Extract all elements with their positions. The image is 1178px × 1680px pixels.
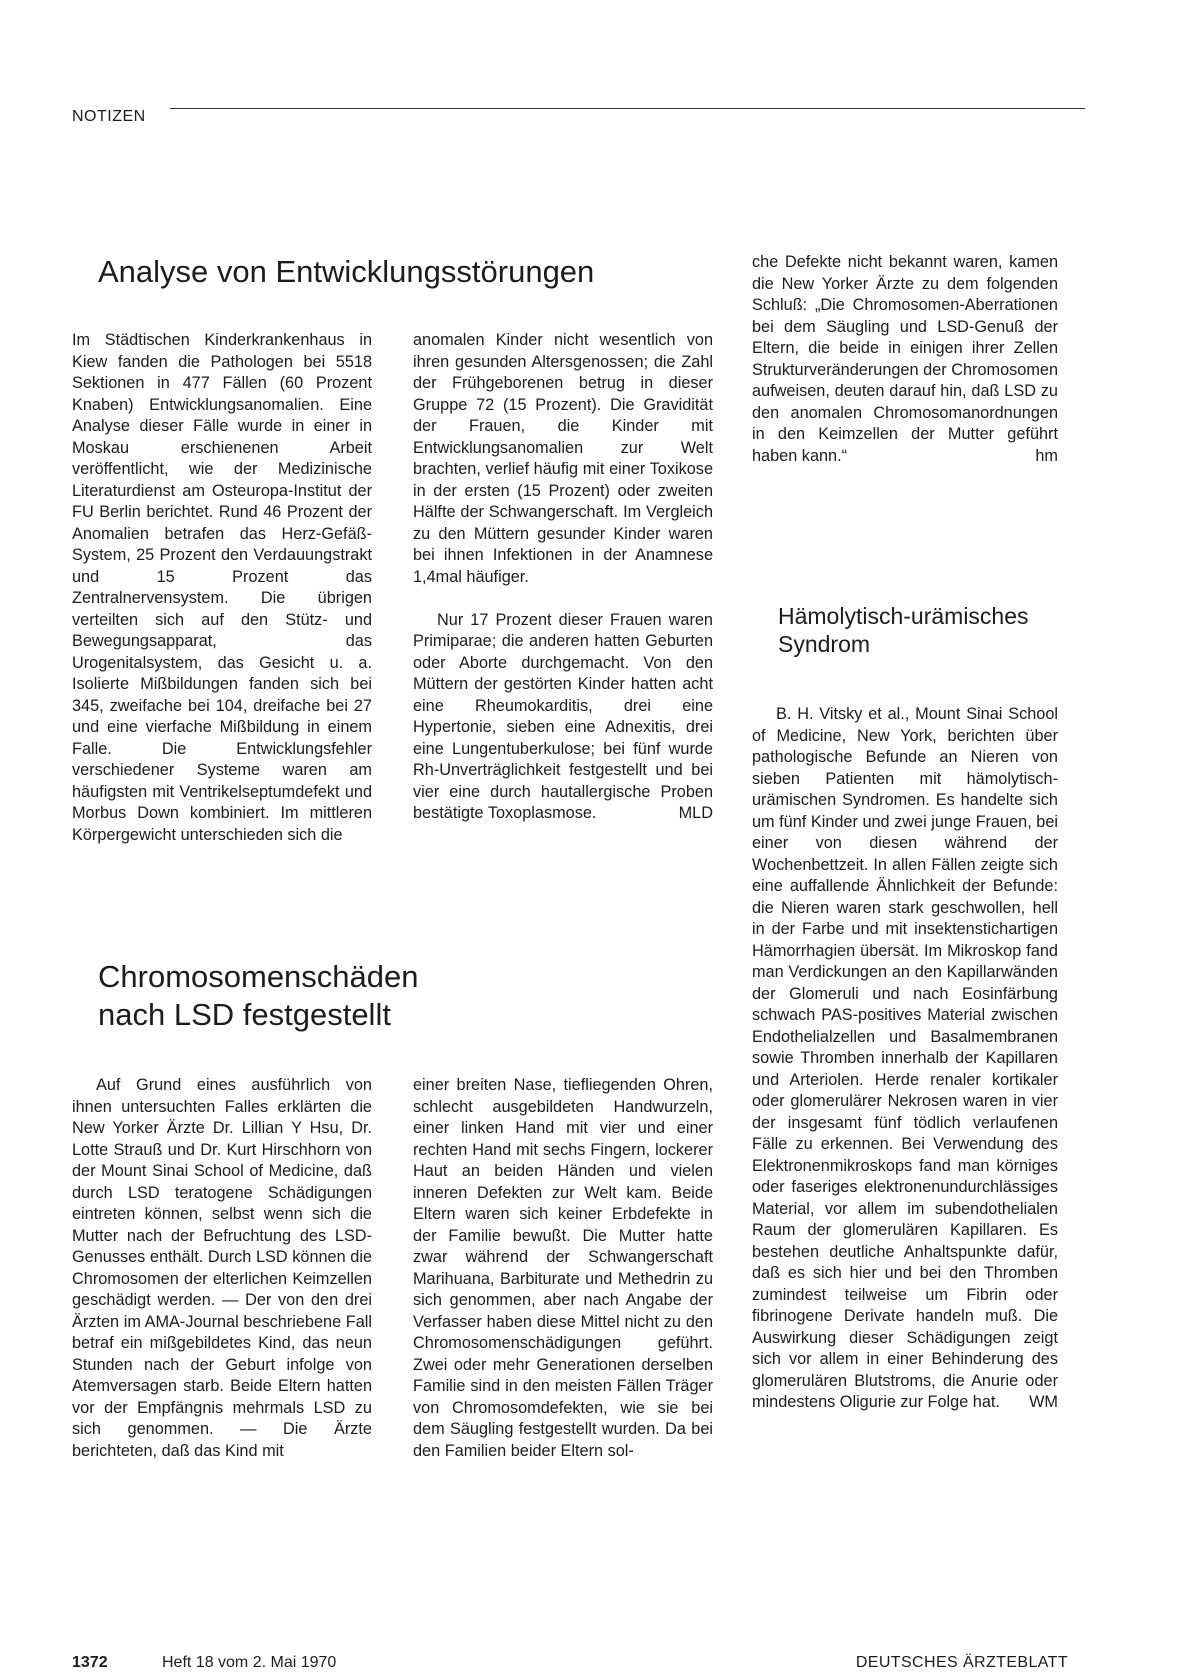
article-column: [413, 1075, 713, 1462]
article-column: [72, 1075, 372, 1462]
journal-name: DEUTSCHES ÄRZTEBLATT: [855, 1654, 1068, 1671]
body-text: Im Städtischen Kinderkrankenhaus in Kiew fanden die Pathologen bei 5518 Sektionen in 477 Fällen (60 Prozent Knaben) Entwicklungsanomalien. Eine Analyse dieser Fälle wurde in einer in Moskau erschienenen Arbeit veröffentlicht, wie der Medizinische Literaturdienst am Osteuropa-Institut der FU Berlin berichtet. Rund 46 Prozent der Anomalien betrafen das Herz-Gefäß-System, 25 Prozent den Verdauungstrakt und 15 Prozent das Zentralnervensystem. Die übrigen verteilten sich auf den Stütz- und Bewegungsapparat, das Urogenitalsystem, das Gesicht u. a. Isolierte Mißbildungen fanden sich bei 345, zweifache bei 104, dreifache bei 27 und eine vierfache Mißbildung in einem Falle. Die Entwicklungsfehler verschiedener Systeme waren am häufigsten mit Ventrikelseptumdefekt und Morbus Down kombiniert. Im mittleren Körpergewicht unterschieden sich die: [72, 331, 372, 844]
article-title: [98, 958, 419, 1034]
body-text: B. H. Vitsky et al., Mount Sinai School of Medicine, New York, berichten über pathologische Befunde an Nieren von sieben Patienten mit hämolytisch-urämischen Syndromen. Es handelte sich um fünf Kinder und zwei junge Frauen, bei einer von diesen während der Wochenbettzeit. In allen Fällen zeigte sich eine auffallende Ähnlichkeit der Befunde: die Nieren waren stark geschwollen, hell in der Farbe und mit insektenstichartigen Hämorrhagien übersät. Im Mikroskop fand man Verdickungen an den Kapillarwänden der Glomeruli und nach Eosinfärbung schwach PAS-positives Material zwischen Endothelialzellen und Basalmembranen sowie Thromben innerhalb der Kapillaren und Arteriolen. Herde renaler kortikaler oder glomerulärer Nekrosen waren in vier der insgesamt fünf tödlich verlaufenen Fälle zu erkennen. Bei Verwendung des Elektronenmikroskops fand man körniges oder faseriges elektronenundurchlässiges Material, vor allem im subendothelialen Raum der glomerulären Kapillaren. Es bestehen deutliche Anhaltspunkte dafür, daß es sich hier und bei den Thromben zumindest teilweise um Fibrin oder fibrinogene Derivate handeln muß. Die Auswirkung dieser Schädigungen zeigt sich vor allem in einer Behinderung des glomerulären Blutstroms, die Anurie oder mindestens Oligurie zur Folge hat.: [752, 705, 1058, 1411]
article-column: [752, 704, 1058, 1414]
paragraph: [413, 610, 713, 825]
body-text: einer breiten Nase, tiefliegenden Ohren, schlecht ausgebildeten Handwurzeln, einer linken Hand mit vier und einer rechten Hand mit sechs Fingern, lockerer Haut an beiden Händen und vielen inneren Defekten zur Welt kam. Beide Eltern waren sich keiner Erbdefekte in der Familie bewußt. Die Mutter hatte zwar während der Schwangerschaft Marihuana, Barbiturate und Methedrin zu sich genommen, aber nach Angabe der Verfasser haben diese Mittel nicht zu den Chromosomenschädigungen geführt. Zwei oder mehr Generationen derselben Familie sind in den meisten Fällen Träger von Chromosomdefekten, wie sie bei dem Säugling festgestellt wurden. Da bei den Familien beider Eltern sol-: [413, 1076, 713, 1460]
author-initials: WM: [1029, 1393, 1058, 1411]
article-column: [752, 252, 1058, 467]
author-initials: hm: [1035, 446, 1058, 465]
body-text: Auf Grund eines ausführlich von ihnen untersuchten Falles erklärten die New Yorker Ärzte Dr. Lillian Y Hsu, Dr. Lotte Strauß und Dr. Kurt Hirschhorn von der Mount Sinai School of Medicine, daß durch LSD teratogene Schädigungen eintreten können, selbst wenn sich die Mutter nach der Befruchtung des LSD-Genusses enthält. Durch LSD können die Chromosomen der elterlichen Keimzellen geschädigt werden. — Der von den drei Ärzten im AMA-Journal beschriebene Fall betraf ein mißgebildetes Kind, das neun Stunden nach der Geburt infolge von Atemversagen starb. Beide Eltern hatten vor der Empfängnis mehrmals LSD zu sich genommen. — Die Ärzte berichteten, daß das Kind mit: [72, 1076, 372, 1460]
section-label: NOTIZEN: [72, 108, 146, 125]
article-title: Analyse von Entwicklungsstörungen: [98, 254, 595, 289]
issue-info: Heft 18 vom 2. Mai 1970: [162, 1654, 337, 1671]
article-title: [778, 602, 1029, 658]
article-column: [72, 330, 372, 846]
page-number: 1372: [72, 1654, 108, 1671]
title-line: Chromosomenschäden: [98, 959, 419, 994]
article-column: [413, 330, 713, 825]
author-initials: MLD: [678, 804, 713, 822]
title-line: Syndrom: [778, 631, 871, 658]
paragraph: anomalen Kinder nicht wesentlich von ihren gesunden Altersgenossen; die Zahl der Frühgeborenen betrug in dieser Gruppe 72 (15 Prozent). Die Gravidität der Frauen, die Kinder mit Entwicklungsanomalien zur Welt brachten, verlief häufig mit einer Toxikose in der ersten (15 Prozent) oder zweiten Hälfte der Schwangerschaft. Im Vergleich zu den Müttern gesunder Kinder waren bei ihnen Infektionen in der Anamnese 1,4mal häufiger.: [413, 331, 713, 586]
title-line: Hämolytisch-urämisches: [778, 603, 1029, 629]
body-text: Nur 17 Prozent dieser Frauen waren Primiparae; die anderen hatten Geburten oder Aborte durchgemacht. Von den Müttern der gestörten Kinder hatten acht eine Rheumokarditis, drei eine Hypertonie, sieben eine Adnexitis, drei eine Lungentuberkulose; bei fünf wurde Rh-Unverträglichkeit festgestellt und bei vier eine durch hautallergische Proben bestätigte Toxoplasmose.: [413, 610, 713, 822]
title-line: nach LSD festgestellt: [98, 996, 391, 1032]
header-rule: [170, 108, 1085, 109]
body-text: che Defekte nicht bekannt waren, kamen die New Yorker Ärzte zu dem folgenden Schluß: „Die Chromosomen-Aberrationen bei dem Säugling und LSD-Genuß der Eltern, die beide in einigen ihrer Zellen Strukturveränderungen der Chromosomen aufweisen, deuten darauf hin, daß LSD zu den anomalen Chromosomanordnungen in den Keimzellen der Mutter geführt haben kann.“: [752, 253, 1058, 465]
